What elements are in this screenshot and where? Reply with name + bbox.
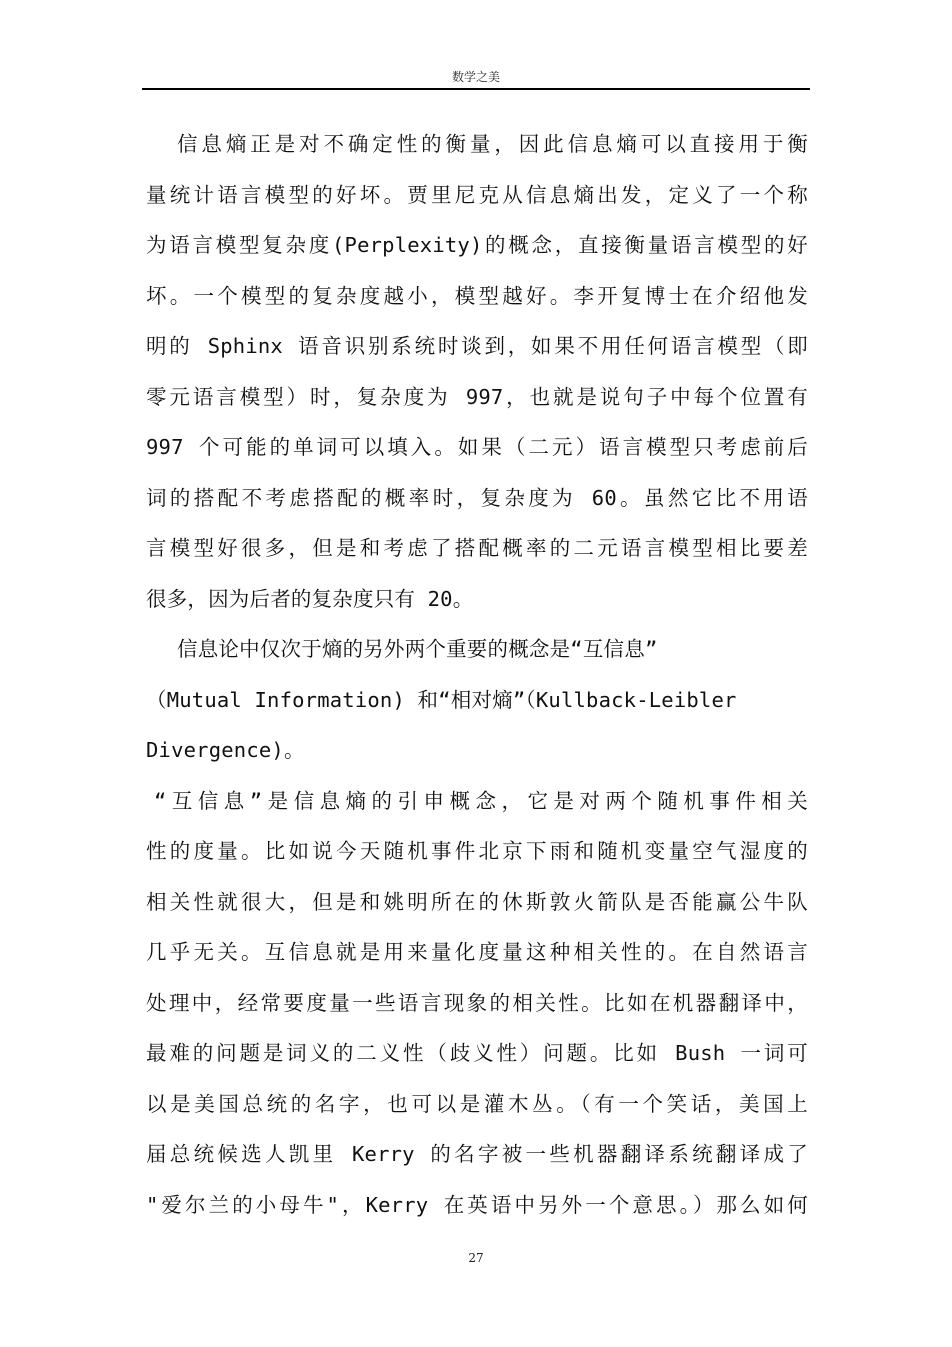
- paragraph-line: 词的搭配不考虑搭配的概率时，复杂度为 60。虽然它比不用语: [146, 485, 808, 510]
- paragraph-line: 以是美国总统的名字，也可以是灌木丛。（有一个笑话，美国上: [146, 1091, 808, 1116]
- paragraph-line: 届总统候选人凯里 Kerry 的名字被一些机器翻译系统翻译成了: [146, 1142, 808, 1166]
- paragraph-line: 信息论中仅次于熵的另外两个重要的概念是“互信息”: [177, 637, 658, 661]
- body-text: [146, 119, 808, 1230]
- paragraph-line: “互信息”是信息熵的引申概念，它是对两个随机事件相关: [154, 788, 808, 813]
- paragraph-line: 量统计语言模型的好坏。贾里尼克从信息熵出发，定义了一个称: [146, 182, 808, 207]
- paragraph-line: 几乎无关。互信息就是用来量化度量这种相关性的。在自然语言: [146, 940, 808, 964]
- paragraph-line: 处理中，经常要度量一些语言现象的相关性。比如在机器翻译中，: [146, 990, 808, 1015]
- paragraph-line: 最难的问题是词义的二义性（歧义性）问题。比如 Bush 一词可: [146, 1041, 808, 1065]
- running-header-title: 数学之美: [451, 70, 500, 84]
- page-header: [142, 66, 810, 90]
- paragraph-line: 坏。一个模型的复杂度越小，模型越好。李开复博士在介绍他发: [146, 283, 808, 308]
- paragraph-line: 997 个可能的单词可以填入。如果（二元）语言模型只考虑前后: [146, 435, 808, 459]
- paragraph-line: 明的 Sphinx 语音识别系统时谈到，如果不用任何语言模型（即: [146, 334, 808, 358]
- paragraph-line: "爱尔兰的小母牛"，Kerry 在英语中另外一个意思。）那么如何: [146, 1192, 808, 1217]
- paragraph-line: 相关性就很大，但是和姚明所在的休斯敦火箭队是否能赢公牛队: [146, 889, 808, 914]
- paragraph-line: 为语言模型复杂度(Perplexity)的概念，直接衡量语言模型的好: [146, 233, 808, 257]
- paragraph-line: 性的度量。比如说今天随机事件北京下雨和随机变量空气湿度的: [146, 839, 808, 863]
- paragraph-line: 信息熵正是对不确定性的衡量，因此信息熵可以直接用于衡: [177, 132, 808, 156]
- paragraph-line: 言模型好很多，但是和考虑了搭配概率的二元语言模型相比要差: [146, 536, 808, 560]
- paragraph-line: Divergence)。: [146, 738, 305, 762]
- paragraph-line: 零元语言模型）时，复杂度为 997，也就是说句子中每个位置有: [146, 384, 808, 409]
- paragraph-line: 很多，因为后者的复杂度只有 20。: [146, 586, 474, 611]
- paragraph-line: （Mutual Information) 和“相对熵”（Kullback-Leibler: [146, 687, 737, 712]
- page-number: 27: [468, 1251, 484, 1265]
